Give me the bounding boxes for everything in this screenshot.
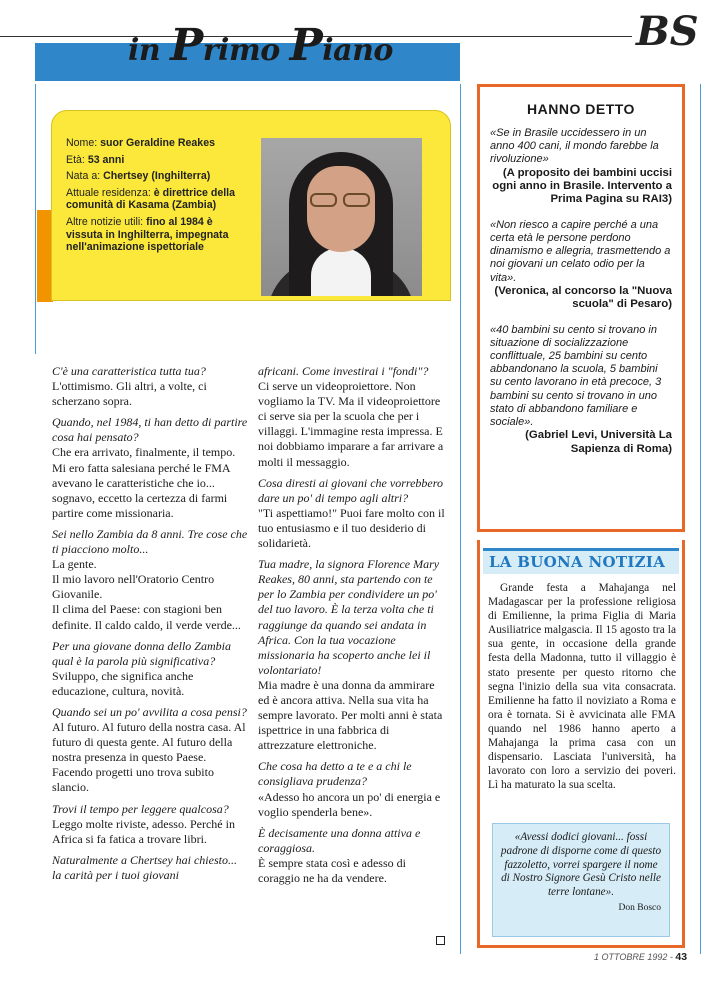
citation-box	[492, 823, 670, 937]
born-label: Nata a:	[66, 170, 101, 183]
answer: È sempre stata così e adesso di coraggio ne ha da vendere.	[258, 855, 406, 885]
question: Che cosa ha detto a te e a chi le consigliava prudenza?	[258, 759, 412, 789]
answer: Leggo molte riviste, adesso. Perché in Africa si fa fatica a trovare libri.	[52, 816, 235, 846]
citation-author: Don Bosco	[618, 902, 661, 913]
portrait-photo	[261, 138, 422, 296]
residence-value: è direttrice della comunità di Kasama (Zambia)	[66, 186, 236, 212]
answer: Che era arrivato, finalmente, il tempo. Mi ero fatta salesiana perché le FMA avevano le caratteristiche che io... sognavo, eccetto la certezza di farmi partire come missionaria.	[52, 445, 236, 520]
buona-notizia-text: Grande festa a Mahajanga nel Madagascar per la professione religiosa di Emilienne, la prima Figlia di Maria Ausiliatrice malgascia. Il 15 agosto tra la sua gente, in occasione della grande festa della Madonna, tutto il villaggio è stato presente per questo ritorno che segna l'inizio della sua vita consacrata. Emilienne ha fatto il noviziato a Roma e ora è tornata. Si è avvicinata alle FMA quando nel 1986 hanno aperto a Mahajanga la prima casa con un dispensario. Lasciata l'università, ha lavorato con loro a servizio dei poveri. Lì ha maturato la sua scelta.	[488, 582, 676, 792]
question: Quando sei un po' avvilita a cosa pensi?	[52, 704, 247, 719]
answer: Ci serve un videoproiettore. Non vogliamo la TV. Ma il videoproiettore ci serve sia per la scuola che per i villaggi. L'immagine resta impressa. E noi dobbiamo imparare a far arrivare a molti il messaggio.	[258, 379, 444, 469]
answer: «Adesso ho ancora un po' di energia e voglio spenderla bene».	[258, 789, 441, 819]
born-value: Chertsey (Inghilterra)	[103, 170, 211, 183]
section-title: in Primo Piano	[128, 20, 393, 71]
article-end-mark	[436, 936, 445, 945]
quote-text: «Non riesco a capire perché a una certa età le persone perdono dinamismo e allegria, trasmettendo a noi giovani un celato odio per la vita».	[490, 218, 671, 284]
profile-info	[66, 137, 246, 258]
name-label: Nome:	[66, 137, 98, 149]
citation-quote: «Avessi dodici giovani... fossi padrone di disporne come di questo fazzoletto, vorrei spargere il nome di Nostro Signore Gesù Cristo nelle terre lontane».	[500, 831, 662, 899]
other-value: fino al 1984 è vissuta in Inghilterra, impegnata nell'animazione ispettoriale	[66, 215, 229, 254]
page-footer	[594, 951, 687, 963]
answer: Mia madre è una donna da ammirare ed è ancora attiva. Nella sua vita ha sempre lavorato. Per molti anni è stata ispettrice in una fabbrica di attrezzature elettroniche.	[258, 677, 443, 753]
buona-notizia-title: LA BUONA NOTIZIA	[489, 553, 666, 571]
left-column-rule	[35, 84, 36, 354]
question: C'è una caratteristica tutta tua?	[52, 364, 206, 378]
quote-source: (Gabriel Levi, Università La Sapienza di Roma)	[525, 429, 672, 455]
right-edge-rule	[700, 84, 701, 954]
answer: La gente.	[52, 557, 97, 572]
hanno-detto-title: HANNO DETTO	[527, 101, 635, 117]
question: Sei nello Zambia da 8 anni. Tre cose che ti piacciono molto...	[52, 526, 248, 557]
quote-text: «40 bambini su cento si trovano in situazione di socializzazione conflittuale, 25 bambini su cento abbandonano la scuola, 5 bambini su cento lavorano in età precoce, 3 bambini su cento si trovano in uno stato di abbandono familiare e sociale».	[490, 323, 662, 429]
question: Trovi il tempo per leggere qualcosa?	[52, 801, 229, 816]
quote-source: (A proposito dei bambini uccisi ogni anno in Brasile. Intervento a Prima Pagina su RAI3)	[492, 166, 672, 206]
question: Per una giovane donna dello Zambia qual è la parola più significativa?	[52, 638, 231, 668]
residence-label: Attuale residenza:	[66, 186, 151, 199]
question: africani. Come investirai i "fondi"?	[258, 364, 429, 378]
quote-text: «Se in Brasile uccidessero in un anno 400 cani, il mondo farebbe la rivoluzione»	[490, 127, 659, 166]
profile-card	[51, 110, 451, 301]
question: Cosa diresti ai giovani che vorrebbero dare un po' di tempo agli altri?	[258, 475, 443, 505]
question: Quando, nel 1984, ti han detto di partire cosa hai pensato?	[52, 415, 248, 445]
interview-column-1	[52, 364, 248, 889]
question: Naturalmente a Chertsey hai chiesto... la carità per i tuoi giovani	[52, 852, 237, 882]
age-value: 53 anni	[87, 153, 125, 166]
center-column-rule	[460, 84, 461, 954]
other-label: Altre notizie utili:	[66, 215, 144, 228]
answer: Al futuro. Al futuro della nostra casa. Al futuro di questa gente. Al futuro della nostra presenza in questo Paese.	[52, 720, 246, 765]
issue-date: 1 OTTOBRE 1992 -	[594, 952, 676, 962]
answer: L'ottimismo. Gli altri, a volte, ci scherzano sopra.	[52, 379, 207, 409]
answer: Il mio lavoro nell'Oratorio Centro Giovanile.	[52, 572, 215, 602]
magazine-logo: BS	[636, 8, 699, 55]
buona-notizia-titlebar	[483, 548, 679, 574]
hanno-detto-box	[477, 84, 685, 532]
name-value: suor Geraldine Reakes	[100, 137, 215, 149]
interview-column-2	[258, 364, 448, 892]
answer: "Ti aspettiamo!" Puoi fare molto con il tuo entusiasmo e il tuo desiderio di solidarietà.	[258, 505, 445, 551]
answer: Sviluppo, che significa anche educazione, cultura, novità.	[52, 668, 194, 698]
answer: Facendo progetti uno trova subito slancio.	[52, 765, 214, 795]
age-label: Età:	[66, 153, 85, 166]
page-number: 43	[675, 951, 688, 963]
quote-source: (Veronica, al concorso la "Nuova scuola" di Pesaro)	[494, 284, 672, 311]
question: Tua madre, la signora Florence Mary Reakes, 80 anni, sta partendo con te per lo Zambia per condividere un po' del tuo lavoro. È la terza volta che ti raggiunge da quando sei andata in Africa. Con la tua vocazione missionaria ha scoperto anche lei il volontariato!	[258, 557, 440, 677]
question: È decisamente una donna attiva e coraggiosa.	[258, 825, 421, 855]
answer: Il clima del Paese: con stagioni ben definite. Il caldo caldo, il verde verde...	[52, 602, 241, 632]
